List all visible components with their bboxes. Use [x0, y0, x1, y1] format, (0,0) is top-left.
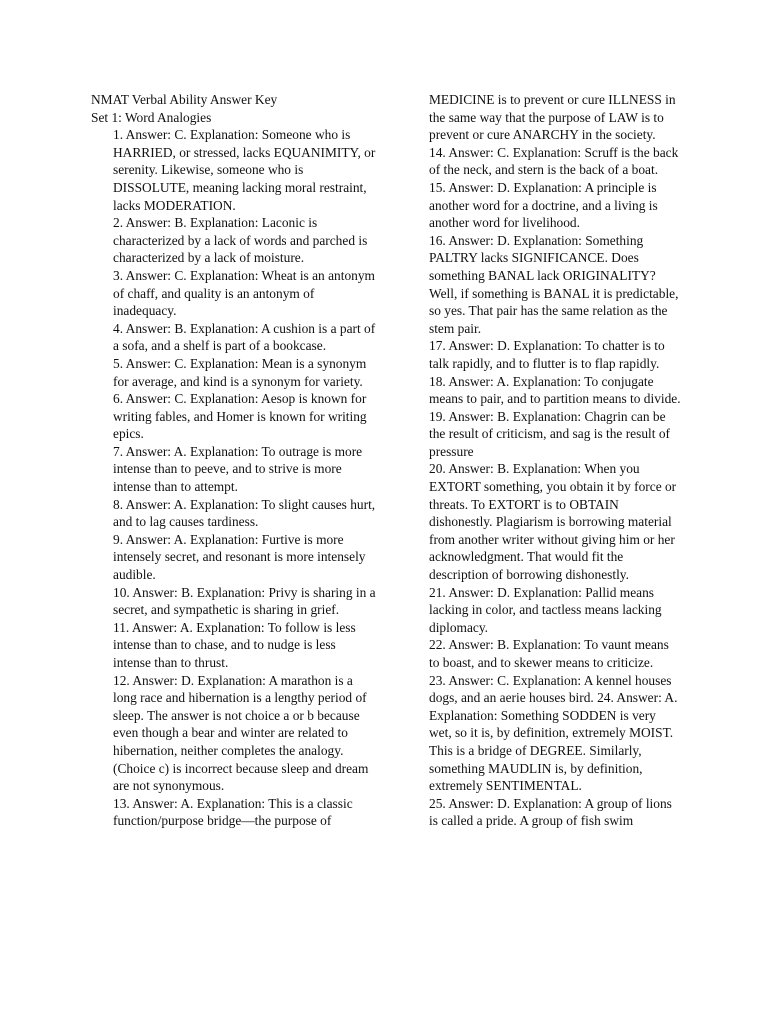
answer-item-10: 10. Answer: B. Explanation: Privy is sharing in a secret, and sympathetic is sharing in grief. [113, 584, 376, 618]
answer-item-3: 3. Answer: C. Explanation: Wheat is an antonym of chaff, and quality is an antonym of inadequacy. [113, 267, 375, 319]
answer-item-4: 4. Answer: B. Explanation: A cushion is a part of a sofa, and a shelf is part of a bookcase. [113, 320, 376, 354]
answer-item-19: 19. Answer: B. Explanation: Chagrin can be the result of criticism, and sag is the result of pressure [429, 408, 670, 459]
answer-item-8: 8. Answer: A. Explanation: To slight causes hurt, and to lag causes tardiness. [113, 496, 376, 530]
answer-item-21: 21. Answer: D. Explanation: Pallid means lacking in color, and tactless means lacking diplomacy. [429, 584, 662, 635]
answer-item-17: 17. Answer: D. Explanation: To chatter is to talk rapidly, and to flutter is to flap rapidly. [429, 338, 665, 371]
answer-item-12: 12. Answer: D. Explanation: A marathon is a long race and hibernation is a lengthy period of sleep. The answer is not choice a or b because even though a bear and winter are related to hibernation, neither completes the analogy. (Choice c) is incorrect because sleep and dream are not synonymous. [113, 672, 369, 794]
answer-item-6: 6. Answer: C. Explanation: Aesop is known for writing fables, and Homer is known for writing epics. [113, 391, 367, 442]
answer-item-25: 25. Answer: D. Explanation: A group of lions is called a pride. A group of fish swim [429, 795, 672, 829]
right-column [429, 91, 681, 830]
answer-item-7: 7. Answer: A. Explanation: To outrage is more intense than to peeve, and to strive is more intense than to attempt. [113, 443, 363, 495]
answer-item-1: 1. Answer: C. Explanation: Someone who is HARRIED, or stressed, lacks EQUANIMITY, or serenity. Likewise, someone who is DISSOLUTE, meaning lacking moral restraint, lacks MODERATION. [113, 127, 376, 213]
document-title: NMAT Verbal Ability Answer Key [91, 92, 278, 107]
answer-item-23-24: 23. Answer: C. Explanation: A kennel houses dogs, and an aerie houses bird. 24. Answer: A. Explanation: Something SODDEN is very wet, so it is, by definition, extremely MOIST. This is a bridge of DEGREE. Similarly, something MAUDLIN is, by definition, extremely SENTIMENTAL. [429, 672, 678, 794]
answer-item-13: 13. Answer: A. Explanation: This is a classic function/purpose bridge—the purpose of [113, 795, 353, 829]
answer-item-13-continued: MEDICINE is to prevent or cure ILLNESS in the same way that the purpose of LAW is to prevent or cure ANARCHY in the society. [429, 92, 676, 143]
answer-item-9: 9. Answer: A. Explanation: Furtive is more intensely secret, and resonant is more intensely audible. [113, 531, 366, 583]
set-heading: Set 1: Word Analogies [91, 109, 212, 125]
answer-item-11: 11. Answer: A. Explanation: To follow is less intense than to chase, and to nudge is less intense than to thrust. [113, 619, 356, 670]
answer-item-14: 14. Answer: C. Explanation: Scruff is the back of the neck, and stern is the back of a boat. [429, 144, 679, 178]
answer-item-15: 15. Answer: D. Explanation: A principle is another word for a doctrine, and a living is another word for livelihood. [429, 179, 658, 231]
answer-item-22: 22. Answer: B. Explanation: To vaunt means to boast, and to skewer means to criticize. [429, 637, 669, 670]
answer-item-2: 2. Answer: B. Explanation: Laconic is characterized by a lack of words and parched is characterized by a lack of moisture. [113, 215, 368, 266]
answer-item-16: 16. Answer: D. Explanation: Something PALTRY lacks SIGNIFICANCE. Does something BANAL lack ORIGINALITY? Well, if something is BANAL it is predictable, so yes. That pair has the same relation as the stem pair. [429, 232, 679, 336]
left-column [91, 91, 376, 830]
answer-item-5: 5. Answer: C. Explanation: Mean is a synonym for average, and kind is a synonym for variety. [113, 355, 367, 389]
answer-item-18: 18. Answer: A. Explanation: To conjugate means to pair, and to partition means to divide. [429, 373, 681, 407]
answer-item-20: 20. Answer: B. Explanation: When you EXTORT something, you obtain it by force or threats. To EXTORT is to OBTAIN dishonestly. Plagiarism is borrowing material from another writer without giving him or her acknowledgment. That would fit the description of borrowing dishonestly. [429, 461, 677, 583]
